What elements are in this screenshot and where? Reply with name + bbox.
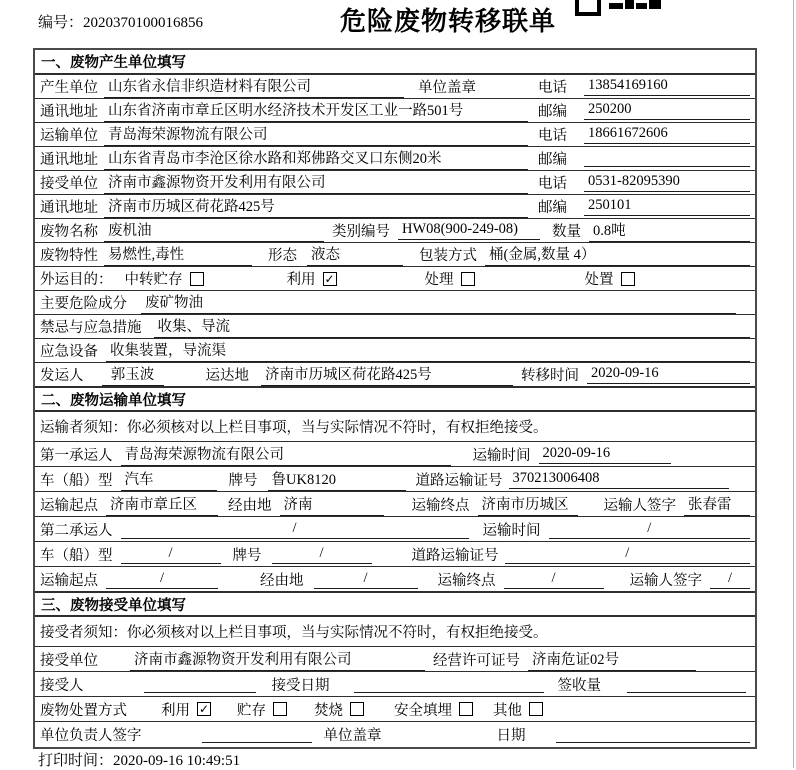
manager-sign-label: 单位负责人签字 xyxy=(40,728,142,744)
carrier-sign-label: 运输人签字 xyxy=(629,572,702,589)
checkbox-label: 处理 xyxy=(424,272,454,288)
first-carrier-value: 青岛海荣源物流有限公司 xyxy=(121,443,451,466)
manager-sign-value xyxy=(202,726,312,743)
purpose-row xyxy=(35,267,755,291)
producer-row xyxy=(35,75,755,99)
second-vehicle-value: / xyxy=(121,545,221,564)
producer-zip-group xyxy=(538,100,750,121)
address-label: 通讯地址 xyxy=(40,104,98,120)
phone-label: 电话 xyxy=(538,176,567,192)
packing-value: 桶(金属,数量 4） xyxy=(485,243,750,266)
producer-phone-group xyxy=(538,76,750,97)
date-value xyxy=(556,726,751,743)
disposal-option-incinerate xyxy=(314,699,364,720)
transporter-notice-row xyxy=(35,412,755,442)
checkbox xyxy=(350,702,364,716)
second-via-value: / xyxy=(314,570,418,589)
equipment-value: 收集装置，导流渠 xyxy=(106,339,750,362)
origin-label: 运输起点 xyxy=(40,497,98,514)
zip-label: 邮编 xyxy=(538,104,567,120)
print-time-label: 打印时间： xyxy=(38,753,114,769)
qr-code-fragment-icon xyxy=(575,0,665,9)
page-edge-divider xyxy=(793,0,794,768)
page-title: 危险废物转移联单 xyxy=(340,7,557,37)
checkbox-label: 处置 xyxy=(584,272,614,288)
date-label: 日期 xyxy=(496,728,526,744)
accepter-value xyxy=(144,676,256,693)
first-road-permit-value: 370213006408 xyxy=(509,470,729,489)
packing-label: 包装方式 xyxy=(419,248,477,264)
checkbox xyxy=(459,702,473,716)
permit-value: 济南危证02号 xyxy=(528,648,696,671)
second-carrier-value: / xyxy=(121,520,469,539)
checkbox-label: 焚烧 xyxy=(314,702,343,719)
second-transport-time-value: / xyxy=(549,520,751,539)
address-label: 通讯地址 xyxy=(40,200,98,216)
first-route-row xyxy=(35,492,755,517)
taboo-row xyxy=(35,315,755,339)
section2-title: 二、废物运输单位填写 xyxy=(35,387,755,412)
purpose-option-utilize xyxy=(287,268,337,289)
checkbox xyxy=(621,272,635,286)
first-transport-time-value: 2020-09-16 xyxy=(539,445,671,464)
first-carrier-label: 第一承运人 xyxy=(40,447,113,464)
serial-value: 2020370100016856 xyxy=(83,15,204,31)
phone-label: 电话 xyxy=(538,80,567,96)
purpose-option-dispose xyxy=(585,268,635,289)
carrier-sign-label: 运输人签字 xyxy=(603,497,676,514)
manifest-form xyxy=(33,48,757,749)
accept-date-label: 接受日期 xyxy=(271,677,330,694)
receiver-address-value: 济南市历城区荷花路425号 xyxy=(104,195,528,218)
transporter-phone-value: 18661672606 xyxy=(584,125,750,144)
disposal-option-utilize xyxy=(161,699,211,720)
transport-time-label: 运输时间 xyxy=(472,447,531,464)
zip-label: 邮编 xyxy=(538,152,567,168)
receiver-label: 接受单位 xyxy=(40,176,98,192)
receiver-phone-value: 0531-82095390 xyxy=(584,173,750,192)
first-vehicle-row xyxy=(35,467,755,492)
waste-property-row xyxy=(35,243,755,267)
equipment-row xyxy=(35,339,755,363)
transfer-time-value: 2020-09-16 xyxy=(587,365,750,384)
checkbox-label: 利用 xyxy=(161,702,190,719)
accepting-unit-label: 接受单位 xyxy=(40,652,98,669)
receiver-address-row xyxy=(35,195,755,219)
destination-label: 运达地 xyxy=(205,368,249,384)
serial-label: 编号： xyxy=(38,15,84,31)
accepting-unit-row xyxy=(35,647,755,672)
accepter-label: 接受人 xyxy=(40,677,84,694)
shipper-row xyxy=(35,363,755,387)
category-value: HW08(900-249-08) xyxy=(398,221,540,240)
hazard-row xyxy=(35,291,755,315)
checkbox xyxy=(190,272,204,286)
road-permit-label: 道路运输证号 xyxy=(415,472,503,489)
receiver-row xyxy=(35,171,755,195)
address-label: 通讯地址 xyxy=(40,152,98,168)
transporter-label: 运输单位 xyxy=(40,128,98,144)
shipper-label: 发运人 xyxy=(40,368,84,384)
checkbox-checked: ✓ xyxy=(324,271,335,286)
waste-name-label: 废物名称 xyxy=(40,224,98,240)
section1-title: 一、废物产生单位填写 xyxy=(35,50,755,75)
checkbox xyxy=(273,702,287,716)
origin-label: 运输起点 xyxy=(40,572,98,589)
vehicle-type-label: 车（船）型 xyxy=(40,547,113,564)
phone-label: 电话 xyxy=(538,128,567,144)
checkbox-label: 中转贮存 xyxy=(124,272,183,288)
purpose-option-transfer-storage xyxy=(125,268,204,289)
producer-address-value: 山东省济南市章丘区明水经济技术开发区工业一路501号 xyxy=(104,99,528,122)
form-label: 形态 xyxy=(268,248,297,264)
permit-label: 经营许可证号 xyxy=(433,652,520,669)
document-header xyxy=(0,0,796,48)
road-permit-label: 道路运输证号 xyxy=(411,547,499,564)
transporter-address-row xyxy=(35,147,755,171)
checkbox-label: 贮存 xyxy=(237,702,266,719)
producer-zip-value: 250200 xyxy=(584,101,750,120)
vehicle-type-label: 车（船）型 xyxy=(40,472,113,489)
taboo-label: 禁忌与应急措施 xyxy=(40,320,142,336)
destination-value: 济南市历城区荷花路425号 xyxy=(261,363,513,386)
transporter-value: 青岛海荣源物流有限公司 xyxy=(104,123,528,146)
hazard-label: 主要危险成分 xyxy=(40,296,127,312)
manager-sign-row xyxy=(35,722,755,747)
sign-qty-value xyxy=(627,676,746,693)
disposal-option-other xyxy=(493,699,543,720)
print-time-line xyxy=(38,749,240,770)
category-label: 类别编号 xyxy=(332,224,390,240)
transfer-time-label: 转移时间 xyxy=(521,368,579,384)
plate-label: 牌号 xyxy=(232,547,262,564)
second-carrier-label: 第二承运人 xyxy=(40,522,113,539)
quantity-value: 0.8吨 xyxy=(589,219,750,242)
first-via-value: 济南 xyxy=(280,493,384,516)
form-value: 液态 xyxy=(307,243,403,266)
print-time-value: 2020-09-16 10:49:51 xyxy=(113,753,241,769)
waste-name-value: 废机油 xyxy=(104,219,324,242)
checkbox-checked: ✓ xyxy=(198,702,210,716)
terminal-label: 运输终点 xyxy=(437,572,496,589)
second-carrier-row xyxy=(35,517,755,542)
transporter-row xyxy=(35,123,755,147)
checkbox xyxy=(529,702,543,716)
disposal-option-storage xyxy=(237,699,287,720)
second-vehicle-row xyxy=(35,542,755,567)
zip-label: 邮编 xyxy=(538,200,567,216)
receiver-notice-row xyxy=(35,617,755,647)
second-terminal-value: / xyxy=(504,570,604,589)
hazard-value: 废矿物油 xyxy=(141,291,736,314)
via-label: 经由地 xyxy=(228,497,272,514)
receiver-zip-value: 250101 xyxy=(584,197,750,216)
taboo-value: 收集、导流 xyxy=(154,315,751,338)
plate-label: 牌号 xyxy=(228,472,258,489)
unit-seal-label: 单位盖章 xyxy=(418,80,476,96)
transport-time-label: 运输时间 xyxy=(482,522,541,539)
checkbox-label: 其他 xyxy=(493,702,522,719)
disposal-option-landfill xyxy=(394,699,473,720)
unit-seal-label: 单位盖章 xyxy=(323,728,382,744)
purpose-option-treat xyxy=(425,268,475,289)
first-origin-value: 济南市章丘区 xyxy=(106,493,218,516)
accept-date-value xyxy=(354,676,544,693)
producer-address-row xyxy=(35,99,755,123)
receiver-zip-group xyxy=(538,196,750,217)
sign-qty-label: 签收量 xyxy=(557,677,601,694)
section3-title: 三、废物接受单位填写 xyxy=(35,592,755,617)
accepter-row xyxy=(35,672,755,697)
first-carrier-sign-value: 张春雷 xyxy=(684,493,750,516)
producer-phone-value: 13854169160 xyxy=(584,77,750,96)
first-vehicle-value: 汽车 xyxy=(121,468,217,491)
second-origin-value: / xyxy=(106,570,218,589)
receiver-value: 济南市鑫源物资开发利用有限公司 xyxy=(104,171,528,194)
property-label: 废物特性 xyxy=(40,248,98,264)
receiver-phone-group xyxy=(538,172,750,193)
second-plate-value: / xyxy=(272,545,372,564)
second-route-row xyxy=(35,567,755,592)
equipment-label: 应急设备 xyxy=(40,344,98,360)
disposal-method-label: 废物处置方式 xyxy=(40,702,127,719)
transporter-notice-text: 运输者须知：你必须核对以上栏目事项，当与实际情况不符时，有权拒绝接受。 xyxy=(40,420,548,436)
serial-number-line xyxy=(38,11,203,32)
via-label: 经由地 xyxy=(260,572,304,589)
waste-name-row xyxy=(35,219,755,243)
disposal-method-row xyxy=(35,697,755,722)
second-road-permit-value: / xyxy=(505,545,751,564)
property-value: 易燃性,毒性 xyxy=(104,243,252,266)
accepting-unit-value: 济南市鑫源物资开发利用有限公司 xyxy=(130,648,425,671)
terminal-label: 运输终点 xyxy=(411,497,470,514)
transporter-zip-value xyxy=(584,150,750,167)
shipper-value: 郭玉波 xyxy=(102,363,164,386)
first-terminal-value: 济南市历城区 xyxy=(478,493,578,516)
checkbox-label: 安全填埋 xyxy=(394,702,452,719)
transporter-address-value: 山东省青岛市李沧区徐水路和郑佛路交叉口东侧20米 xyxy=(104,147,528,170)
transporter-phone-group xyxy=(538,124,750,145)
first-carrier-row xyxy=(35,442,755,467)
first-plate-value: 鲁UK8120 xyxy=(268,468,406,491)
transporter-zip-group xyxy=(538,148,750,169)
second-carrier-sign-value: / xyxy=(710,570,750,589)
receiver-notice-text: 接受者须知：你必须核对以上栏目事项，当与实际情况不符时，有权拒绝接受。 xyxy=(40,625,548,641)
checkbox-label: 利用 xyxy=(286,272,316,288)
checkbox xyxy=(461,272,475,286)
producer-label: 产生单位 xyxy=(40,80,98,96)
producer-value: 山东省永信非织造材料有限公司 xyxy=(104,75,404,98)
purpose-label: 外运目的： xyxy=(40,272,113,288)
quantity-label: 数量 xyxy=(552,224,581,240)
